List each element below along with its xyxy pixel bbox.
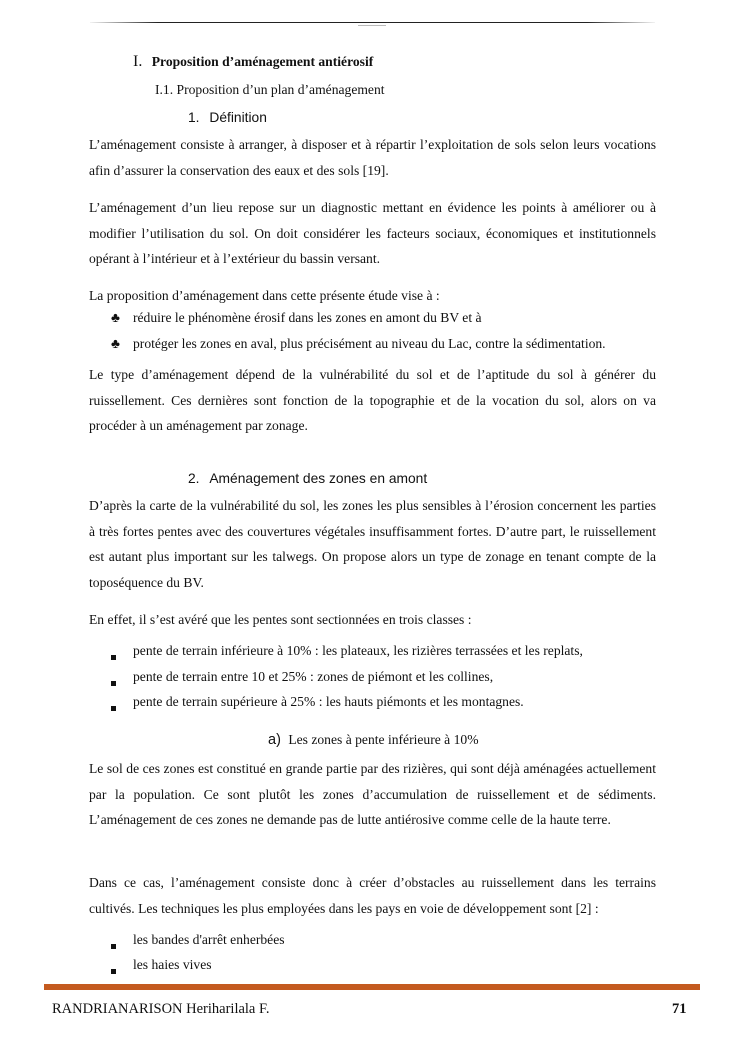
paragraph-definition: L’aménagement consiste à arranger, à disposer et à répartir l’exploitation de sols selon leurs vocations afin d’assurer la conservation des eaux et des sols [19]. — [89, 137, 656, 178]
square-bullet-icon — [111, 937, 116, 953]
heading-amont — [188, 471, 427, 486]
section-title: Proposition d’aménagement antiérosif — [151, 54, 374, 69]
square-bullet-icon — [111, 962, 116, 978]
heading-definition-title: Définition — [209, 110, 267, 125]
square-bullet-icon — [111, 699, 116, 715]
heading-low-slope-title: Les zones à pente inférieure à 10% — [288, 732, 479, 747]
header-rule — [90, 22, 655, 23]
square-bullet-icon — [111, 648, 116, 664]
heading-definition — [188, 110, 267, 125]
square-bullet-icon — [111, 674, 116, 690]
club-bullet-icon: ♣ — [111, 336, 120, 351]
section-heading — [133, 53, 373, 71]
paragraph-proposal-intro: La proposition d’aménagement dans cette présente étude vise à : — [89, 288, 440, 303]
paragraph-techniques-intro: Dans ce cas, l’aménagement consiste donc à créer d’obstacles au ruissellement dans les terrains cultivés. Les techniques les plus employées dans les pays en voie de développement sont [2] : — [89, 875, 656, 916]
paragraph-low-slope: Le sol de ces zones est constitué en grande partie par des rizières, qui sont déjà aménagées actuellement par la population. Ce sont plutôt les zones d’accumulation de ruissellement et de sédiments. L’aménagement de ces zones ne demande pas de lutte antiérosive comme celle de la haute terre. — [89, 761, 656, 827]
paragraph-vulnerability: D’après la carte de la vulnérabilité du sol, les zones les plus sensibles à l’érosion concernent les parties à très fortes pentes avec des couvertures végétales insuffisamment fortes. D’autre part, le ruissellement est autant plus important sur les talwegs. On propose alors un type de zonage en tenant compte de la toposéquence du BV. — [89, 498, 656, 590]
heading-low-slope — [268, 732, 479, 748]
paragraph-zoning: Le type d’aménagement dépend de la vulnérabilité du sol et de l’aptitude du sol à générer du ruissellement. Ces dernières sont fonction de la topographie et de la vocation du sol, alors on va procéder à un aménagement par zonage. — [89, 367, 656, 433]
heading-definition-number: 1. — [188, 110, 200, 125]
paragraph-diagnostic: L’aménagement d’un lieu repose sur un diagnostic mettant en évidence les points à améliorer ou à modifier l’utilisation du sol. On doit considérer les facteurs sociaux, économiques et institutionnels opérant à l’intérieur et à l’extérieur du bassin versant. — [89, 200, 656, 266]
heading-amont-title: Aménagement des zones en amont — [209, 471, 428, 486]
heading-amont-number: 2. — [188, 471, 200, 486]
heading-low-slope-number: a) — [268, 732, 281, 748]
footer-author: RANDRIANARISON Heriharilala F. — [52, 1001, 270, 1017]
subsection-heading: I.1. Proposition d’un plan d’aménagement — [155, 82, 385, 97]
footer-rule — [44, 984, 700, 990]
paragraph-slope-classes: En effet, il s’est avéré que les pentes sont sectionnées en trois classes : — [89, 612, 472, 627]
header-rule-mark — [358, 25, 386, 26]
footer-page-number: 71 — [672, 1001, 687, 1017]
section-number: I. — [133, 53, 143, 70]
club-bullet-icon: ♣ — [111, 310, 120, 325]
